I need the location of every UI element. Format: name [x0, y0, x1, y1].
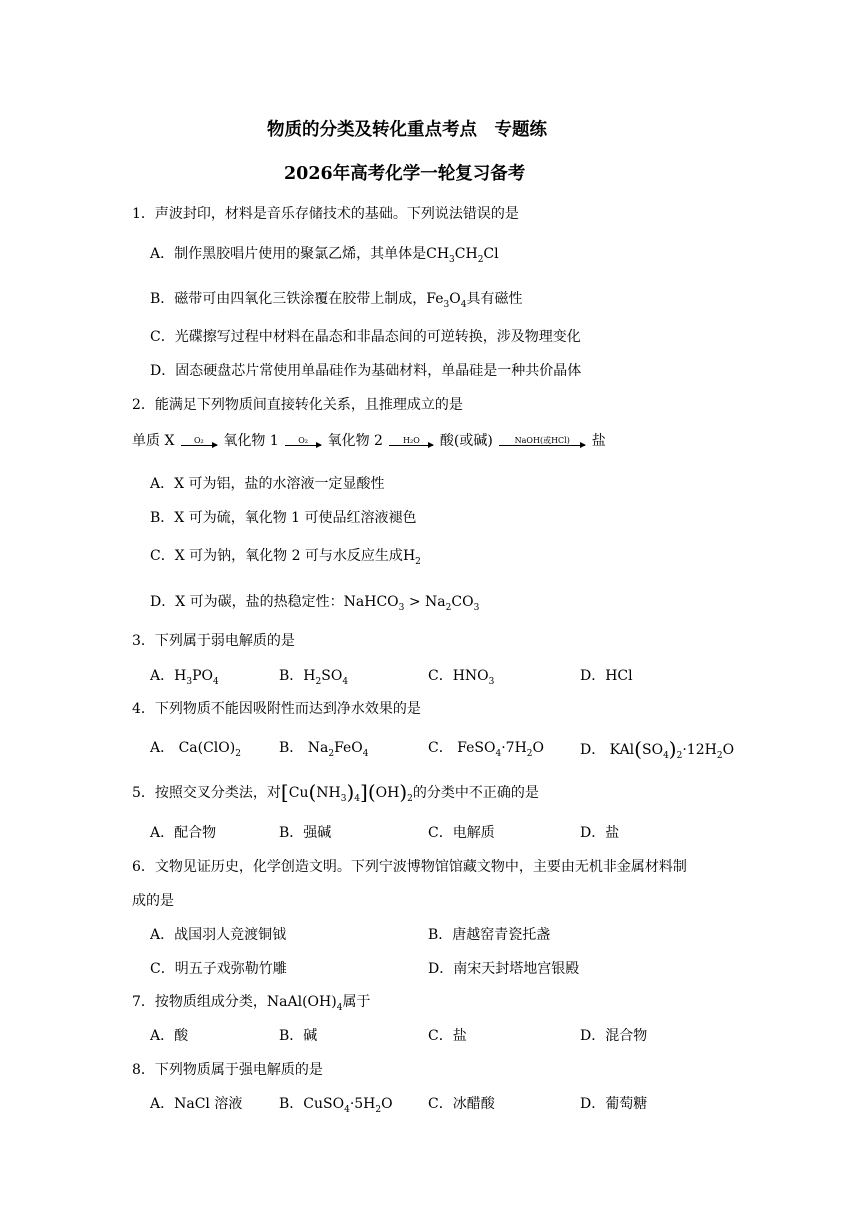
question-1-stem: 1．声波封印，材料是音乐存储技术的基础。下列说法错误的是 [132, 206, 519, 222]
q1-option-d: D．固态硬盘芯片常使用单晶硅作为基础材料，单晶硅是一种共价晶体 [150, 363, 582, 379]
q6-option-c: C．明五子戏弥勒竹雕 [150, 961, 287, 977]
q7-option-b: B．碱 [279, 1028, 318, 1044]
q8-option-d: D．葡萄糖 [580, 1096, 648, 1112]
q1-option-b: B．磁带可由四氧化三铁涂覆在胶带上制成，$Fe_3O_4$具有磁性 [150, 291, 523, 310]
q5-option-d: D．盐 [580, 825, 620, 841]
q3-option-b: B．$H_2SO_4$ [279, 668, 349, 687]
q1-option-a: A．制作黑胶唱片使用的聚氯乙烯，其单体是$CH_3CH_2Cl$ [150, 246, 499, 265]
q2-option-a: A．X 可为铝，盐的水溶液一定显酸性 [150, 476, 385, 492]
q1-option-c: C．光碟擦写过程中材料在晶态和非晶态间的可逆转换，涉及物理变化 [150, 329, 581, 345]
q7-option-c: C．盐 [428, 1028, 467, 1044]
question-2-stem: 2．能满足下列物质间直接转化关系，且推理成立的是 [132, 397, 463, 413]
q6-option-a: A．战国羽人竞渡铜钺 [150, 927, 287, 943]
q2-option-c: C．X 可为钠，氧化物 2 可与水反应生成$H_2$ [150, 548, 421, 567]
question-8-stem: 8．下列物质属于强电解质的是 [132, 1062, 323, 1078]
page-subtitle: 2026年高考化学一轮复习备考 [284, 164, 526, 184]
question-3-stem: 3．下列属于弱电解质的是 [132, 633, 295, 649]
conversion-chain: 单质 X O₂ 氧化物 1 O₂ 氧化物 2 H₂O 酸(或碱) NaOH(或HCl) 盐 [132, 433, 606, 449]
q5-option-b: B．强碱 [279, 825, 332, 841]
q3-option-d: D．HCl [580, 668, 633, 684]
q4-option-a: A． $Ca(ClO)_2$ [150, 740, 241, 759]
q5-option-c: C．电解质 [428, 825, 495, 841]
q4-option-b: B． $Na_2FeO_4$ [279, 740, 369, 759]
q6-option-b: B．唐越窑青瓷托盏 [428, 927, 551, 943]
q2-option-b: B．X 可为硫，氧化物 1 可使品红溶液褪色 [150, 510, 417, 526]
question-5-stem: 5．按照交叉分类法，对$[Cu(NH_3)_4](OH)_2$的分类中不正确的是 [132, 780, 539, 804]
q5-option-a: A．配合物 [150, 825, 217, 841]
q3-option-a: A．$H_3PO_4$ [150, 668, 219, 687]
q4-option-d: D． $KAl(SO_4)_2\cdot 12H_2O$ [580, 737, 735, 761]
question-4-stem: 4．下列物质不能因吸附性而达到净水效果的是 [132, 701, 421, 717]
q4-option-c: C． $FeSO_4\cdot 7H_2O$ [428, 740, 545, 759]
question-6-stem-cont: 成的是 [132, 893, 174, 909]
question-6-stem: 6．文物见证历史，化学创造文明。下列宁波博物馆馆藏文物中，主要由无机非金属材料制 [132, 859, 687, 875]
q2-option-d: D．X 可为碳，盐的热稳定性：NaHCO$_3$ > $Na_2CO_3$ [150, 594, 480, 613]
q8-option-c: C．冰醋酸 [428, 1096, 495, 1112]
question-7-stem: 7．按物质组成分类，$NaAl(OH)_4$属于 [132, 994, 371, 1013]
q3-option-c: C．$HNO_3$ [428, 668, 495, 687]
q8-option-b: B．$CuSO_4\cdot 5H_2O$ [279, 1096, 393, 1115]
q6-option-d: D．南宋天封塔地宫银殿 [428, 961, 580, 977]
q8-option-a: A．NaCl 溶液 [150, 1096, 243, 1112]
q7-option-d: D．混合物 [580, 1028, 648, 1044]
page-title: 物质的分类及转化重点考点 专题练 [267, 120, 547, 140]
q7-option-a: A．酸 [150, 1028, 189, 1044]
